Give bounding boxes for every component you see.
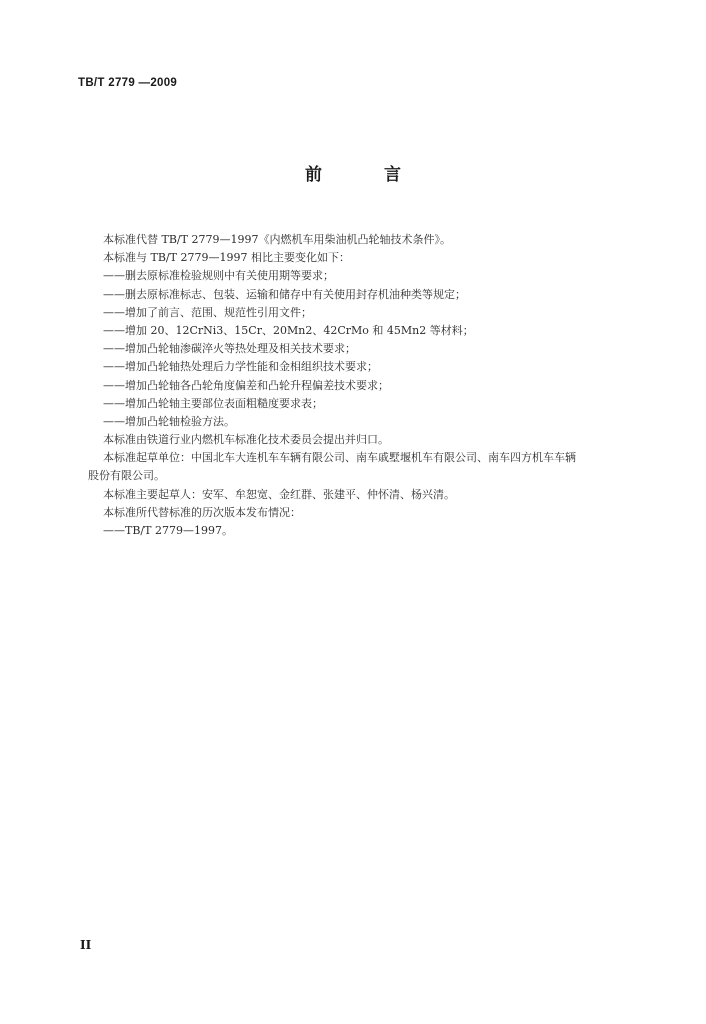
change-item: ——增加凸轮轴检验方法。 [103,414,235,428]
paragraph-drafting-units: 本标准起草单位：中国北车大连机车车辆有限公司、南车戚墅堰机车有限公司、南车四方机车车辆 [103,451,576,465]
change-item: ——增加凸轮轴各凸轮角度偏差和凸轮升程偏差技术要求； [103,378,389,392]
page-number: II [80,938,92,952]
paragraph-changes-intro: 本标准与 TB/T 2779—1997 相比主要变化如下： [103,251,350,265]
change-item: ——增加凸轮轴主要部位表面粗糙度要求表； [103,396,323,410]
paragraph-proposed-by: 本标准由铁道行业内燃机车标准化技术委员会提出并归口。 [103,433,389,447]
paragraph-drafters: 本标准主要起草人：安军、牟恕宽、金红群、张建平、仲怀清、杨兴清。 [103,487,455,501]
change-item: ——增加凸轮轴渗碳淬火等热处理及相关技术要求； [103,342,356,356]
history-item: ——TB/T 2779—1997。 [103,524,233,537]
page-title-text: 前 言 [305,165,429,185]
change-item: ——删去原标准标志、包装、运输和储存中有关使用封存机油种类等规定； [103,287,466,301]
paragraph-history-intro: 本标准所代替标准的历次版本发布情况： [103,505,301,519]
page-title [0,160,706,185]
foreword-body [88,231,618,540]
change-item: ——删去原标准检验规则中有关使用期等要求； [103,269,334,283]
change-item: ——增加了前言、范围、规范性引用文件； [103,305,312,319]
paragraph-drafting-units-continued: 股份有限公司。 [88,469,165,483]
paragraph-replaces: 本标准代替 TB/T 2779—1997《内燃机车用柴油机凸轮轴技术条件》。 [103,233,451,246]
change-item: ——增加 20、12CrNi3、15Cr、20Mn2、42CrMo 和 45Mn2 等材料； [103,323,474,337]
document-id: TB/T 2779 —2009 [78,77,178,89]
change-item: ——增加凸轮轴热处理后力学性能和金相组织技术要求； [103,360,378,374]
